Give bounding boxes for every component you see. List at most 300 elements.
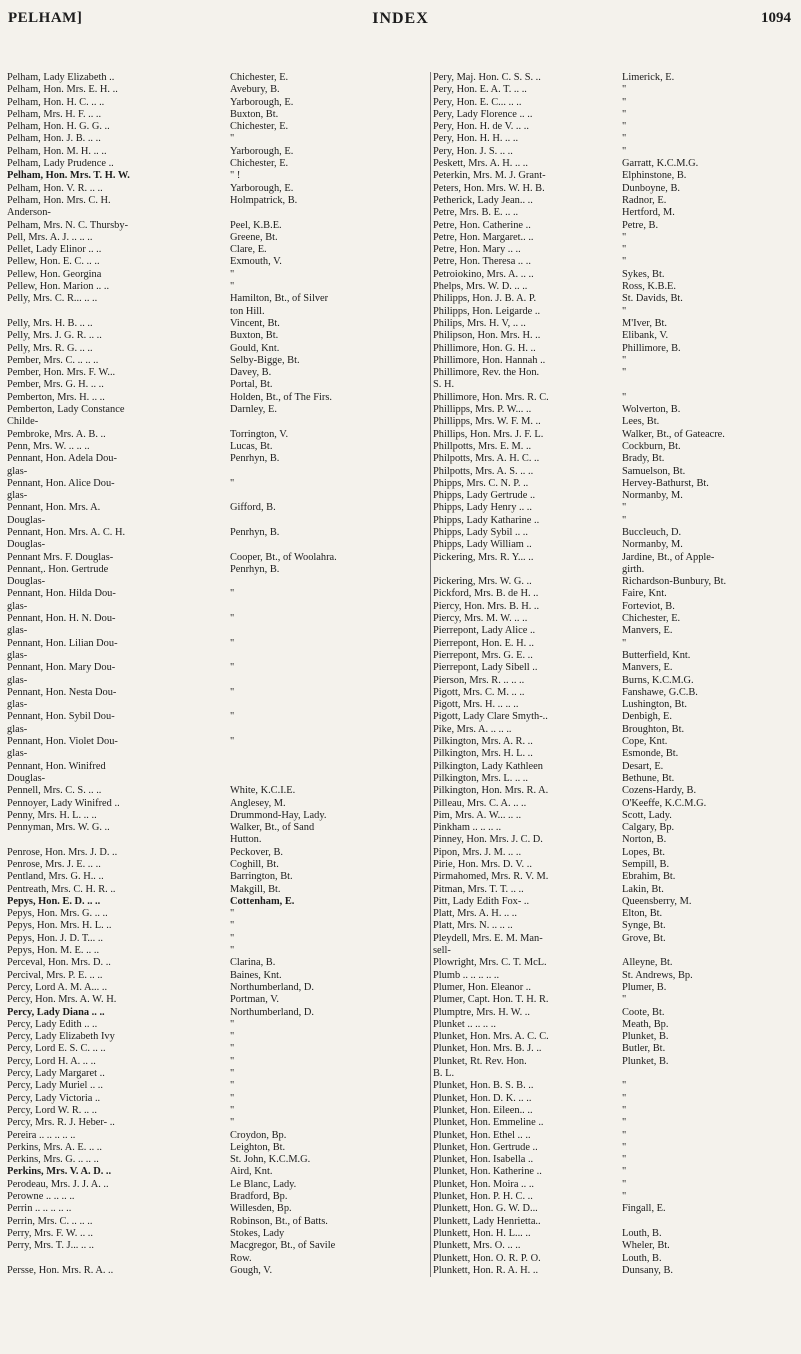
index-entry: Plunket, Hon. Mrs. A. C. C. bbox=[433, 1031, 549, 1043]
index-entry: Cozens-Hardy, B. bbox=[622, 785, 697, 797]
spacer bbox=[230, 724, 425, 736]
index-entry: Perkins, Mrs. A. E. .. .. bbox=[7, 1141, 102, 1153]
index-entry: Le Blanc, Lady. bbox=[230, 1178, 297, 1190]
index-entry: Pennant, Hon. Winifred bbox=[7, 760, 106, 772]
index-entry: Percy, Lord E. S. C. .. .. bbox=[7, 1043, 106, 1055]
index-entry: " bbox=[230, 1043, 235, 1055]
index-entry: Pilkington, Mrs. L. .. .. bbox=[433, 772, 528, 784]
index-entry: sell- bbox=[433, 945, 451, 957]
index-entry: " bbox=[230, 281, 235, 293]
index-entry: " bbox=[622, 994, 627, 1006]
index-entry: Meath, Bp. bbox=[622, 1018, 669, 1030]
index-entry: Percy, Mrs. R. J. Heber- .. bbox=[7, 1117, 115, 1129]
index-entry: Walker, Bt., of Gateacre. bbox=[622, 428, 725, 440]
spacer bbox=[230, 748, 425, 760]
index-entry: " bbox=[230, 268, 235, 280]
index-entry: Manvers, E. bbox=[622, 662, 673, 674]
spacer bbox=[7, 1253, 229, 1265]
index-entry: " bbox=[622, 84, 627, 96]
index-entry: glas- bbox=[7, 490, 28, 502]
index-entry: Pery, Hon. H. de V. .. .. bbox=[433, 121, 529, 133]
index-entry: " bbox=[622, 391, 627, 403]
index-entry: Pilleau, Mrs. C. A. .. .. bbox=[433, 797, 527, 809]
index-entry: Buxton, Bt. bbox=[230, 108, 279, 120]
index-entry: " bbox=[622, 108, 627, 120]
index-entry: Gough, V. bbox=[230, 1264, 273, 1276]
index-entry: girth. bbox=[622, 563, 645, 575]
index-entry: Philipson, Hon. Mrs. H. .. bbox=[433, 330, 541, 342]
index-entry: Philipps, Hon. Leigarde .. bbox=[433, 305, 541, 317]
index-entry: glas- bbox=[7, 674, 28, 686]
index-entry: Pennant, Hon. Violet Dou- bbox=[7, 736, 118, 748]
index-entry: " bbox=[622, 354, 627, 366]
index-entry: Pelham, Hon. Mrs. T. H. W. bbox=[7, 170, 130, 182]
index-entry: Percy, Lord W. R. .. .. bbox=[7, 1104, 97, 1116]
index-entry: Buccleuch, D. bbox=[622, 526, 682, 538]
index-entry: Northumberland, D. bbox=[230, 1006, 314, 1018]
index-entry: Vincent, Bt. bbox=[230, 317, 280, 329]
index-entry: Pelly, Mrs. R. G. .. .. bbox=[7, 342, 93, 354]
index-entry: Macgregor, Bt., of Savile bbox=[230, 1240, 336, 1252]
index-entry: Limerick, E. bbox=[622, 72, 675, 83]
index-entry: Platt, Mrs. N. .. .. .. bbox=[433, 920, 513, 932]
index-entry: B. L. bbox=[433, 1068, 455, 1080]
spacer bbox=[7, 306, 229, 318]
index-entry: Lushington, Bt. bbox=[622, 699, 687, 711]
index-entry: Lopes, Bt. bbox=[622, 846, 666, 858]
index-entry: Willesden, Bp. bbox=[230, 1203, 292, 1215]
index-entry: Yarborough, E. bbox=[230, 96, 294, 108]
index-entry: Holden, Bt., of The Firs. bbox=[230, 391, 332, 403]
index-entry: Plunkett, Hon. H. L... .. bbox=[433, 1227, 531, 1239]
index-entry: glas- bbox=[7, 465, 28, 477]
index-entry: Plunkett, Hon. O. R. P. O. bbox=[433, 1252, 541, 1264]
index-entry: Phillimore, B. bbox=[622, 342, 681, 354]
index-entry: Perodeau, Mrs. J. J. A. .. bbox=[7, 1178, 109, 1190]
index-entry: Pemberton, Mrs. H. .. .. bbox=[7, 391, 105, 403]
index-entry: Lees, Bt. bbox=[622, 416, 660, 428]
index-entry: " bbox=[622, 1092, 627, 1104]
index-entry: " bbox=[622, 244, 627, 256]
index-entry: Pim, Mrs. A. W... .. .. bbox=[433, 809, 522, 821]
index-entry: " bbox=[230, 1080, 235, 1092]
index-entry: " bbox=[622, 231, 627, 243]
index-entry: Pilkington, Mrs. H. L. .. bbox=[433, 748, 533, 760]
index-entry: Phelps, Mrs. W. D. .. .. bbox=[433, 281, 528, 293]
index-entry: " bbox=[622, 1129, 627, 1141]
spacer bbox=[622, 379, 800, 391]
index-entry: Norton, B. bbox=[622, 834, 667, 846]
index-entry: Louth, B. bbox=[622, 1227, 662, 1239]
spacer bbox=[230, 625, 425, 637]
index-entry: Petre, Hon. Margaret.. .. bbox=[433, 231, 534, 243]
index-entry: Phillimore, Hon. G. H. .. bbox=[433, 342, 536, 354]
index-entry: Penny, Mrs. H. L. .. .. bbox=[7, 809, 97, 821]
index-entry: Plunket, Rt. Rev. Hon. bbox=[433, 1055, 527, 1067]
index-entry: Pepys, Hon. J. D. T... .. bbox=[7, 932, 104, 944]
index-entry: Pelham, Hon. M. H. .. .. bbox=[7, 145, 107, 157]
index-entry: Peel, K.B.E. bbox=[230, 219, 282, 231]
index-entry: Pelham, Lady Elizabeth .. bbox=[7, 72, 115, 83]
spacer bbox=[230, 207, 425, 219]
index-entry: Plunkett, Lady Henrietta.. bbox=[433, 1215, 541, 1227]
index-entry: " bbox=[230, 686, 235, 698]
index-entry: Torrington, V. bbox=[230, 428, 289, 440]
index-entry: Leighton, Bt. bbox=[230, 1141, 286, 1153]
index-entry: Persse, Hon. Mrs. R. A. .. bbox=[7, 1264, 114, 1276]
index-entry: " bbox=[622, 96, 627, 108]
index-entry: " bbox=[230, 1117, 235, 1129]
spacer bbox=[230, 675, 425, 687]
index-entry: Plumer, Capt. Hon. T. H. R. bbox=[433, 994, 549, 1006]
spacer bbox=[230, 576, 425, 588]
index-entry: Pilkington, Mrs. A. R. .. bbox=[433, 736, 533, 748]
index-entry: " bbox=[622, 637, 627, 649]
index-entry: Jardine, Bt., of Apple- bbox=[622, 551, 715, 563]
spacer bbox=[7, 834, 229, 846]
index-entry: Pellew, Hon. E. C. .. .. bbox=[7, 256, 100, 268]
index-entry: Perowne .. .. .. .. bbox=[7, 1191, 75, 1203]
index-entry: Clarina, B. bbox=[230, 957, 276, 969]
index-entry: Pirmahomed, Mrs. R. V. M. bbox=[433, 871, 549, 883]
index-entry: Pitman, Mrs. T. T. .. .. bbox=[433, 883, 524, 895]
index-entry: Pepys, Hon. M. E. .. .. bbox=[7, 945, 100, 957]
index-entry: St. John, K.C.M.G. bbox=[230, 1154, 311, 1166]
index-entry: Richardson-Bunbury, Bt. bbox=[622, 576, 727, 588]
index-entry: Platt, Mrs. A. H. .. .. bbox=[433, 908, 517, 920]
index-entry: Pennant, Hon. Mary Dou- bbox=[7, 662, 116, 674]
index-entry: Lakin, Bt. bbox=[622, 883, 664, 895]
index-entry: Phipps, Lady William .. bbox=[433, 539, 532, 551]
index-entry: Dunboyne, B. bbox=[622, 182, 681, 194]
index-entry: " bbox=[622, 256, 627, 268]
index-entry: Plunket .. .. .. .. bbox=[433, 1018, 496, 1030]
spacer bbox=[230, 601, 425, 613]
index-entry: Pepys, Hon. Mrs. H. L. .. bbox=[7, 920, 112, 932]
index-entry: Fingall, E. bbox=[622, 1203, 666, 1215]
index-entry: Forteviot, B. bbox=[622, 600, 675, 612]
index-entry: Yarborough, E. bbox=[230, 182, 294, 194]
spacer bbox=[230, 466, 425, 478]
spacer bbox=[622, 1068, 800, 1080]
index-column-names-1 bbox=[7, 72, 229, 1277]
index-entry: Avebury, B. bbox=[230, 84, 280, 96]
index-entry: Aird, Knt. bbox=[230, 1166, 273, 1178]
index-entry: " bbox=[230, 133, 235, 145]
index-entry: " bbox=[230, 908, 235, 920]
index-entry: " bbox=[230, 1104, 235, 1116]
index-entry: Pennant, Hon. Mrs. A. bbox=[7, 502, 101, 514]
index-entry: Plunket, Hon. Mrs. B. J. .. bbox=[433, 1043, 542, 1055]
index-entry: Pery, Hon. H. H. .. .. bbox=[433, 133, 519, 145]
index-entry: " bbox=[622, 145, 627, 157]
index-entry: Percy, Lady Elizabeth Ivy bbox=[7, 1031, 115, 1043]
index-entry: Percival, Mrs. P. E. .. .. bbox=[7, 969, 103, 981]
index-entry: Pery, Hon. E. C... .. .. bbox=[433, 96, 522, 108]
index-entry: Pitt, Lady Edith Fox- .. bbox=[433, 895, 530, 907]
index-entry: Samuelson, Bt. bbox=[622, 465, 686, 477]
index-entry: Barrington, Bt. bbox=[230, 871, 293, 883]
index-entry: " bbox=[622, 1178, 627, 1190]
index-entry: Pentreath, Mrs. C. H. R. .. bbox=[7, 883, 116, 895]
index-entry: Percy, Lady Diana .. .. bbox=[7, 1006, 105, 1018]
index-entry: Croydon, Bp. bbox=[230, 1129, 287, 1141]
index-entry: Pennant, Hon. Lilian Dou- bbox=[7, 637, 118, 649]
index-entry: St. Davids, Bt. bbox=[622, 293, 683, 305]
index-entry: Douglas- bbox=[7, 514, 46, 526]
index-entry: Elton, Bt. bbox=[622, 908, 663, 920]
index-entry: Pennant, Hon. Alice Dou- bbox=[7, 477, 115, 489]
index-entry: Plunket, Hon. Eileen.. .. bbox=[433, 1104, 533, 1116]
index-entry: Esmonde, Bt. bbox=[622, 748, 679, 760]
index-entry: Pelham, Mrs. H. F. .. .. bbox=[7, 108, 102, 120]
spacer bbox=[433, 564, 621, 576]
index-entry: Radnor, E. bbox=[622, 194, 667, 206]
index-entry: Pentland, Mrs. G. H.. .. bbox=[7, 871, 104, 883]
index-entry: Pigott, Mrs. C. M. .. .. bbox=[433, 686, 525, 698]
index-entry: Pennell, Mrs. C. S. .. .. bbox=[7, 785, 102, 797]
index-entry: Wheler, Bt. bbox=[622, 1240, 670, 1252]
index-entry: ton Hill. bbox=[230, 305, 265, 317]
index-entry: Pennant, Hon. Hilda Dou- bbox=[7, 588, 116, 600]
index-entry: Faire, Knt. bbox=[622, 588, 667, 600]
index-entry: Coghill, Bt. bbox=[230, 859, 279, 870]
index-entry: Plunket, Hon. D. K. .. .. bbox=[433, 1092, 532, 1104]
index-entry: Plunkett, Hon. G. W. D... bbox=[433, 1203, 538, 1215]
index-entry: Perkins, Mrs. G. .. .. .. bbox=[7, 1154, 99, 1166]
index-entry: Pickering, Mrs. W. G. .. bbox=[433, 576, 532, 588]
index-entry: Pilkington, Lady Kathleen bbox=[433, 760, 543, 772]
index-entry: Philipps, Hon. J. B. A. P. bbox=[433, 293, 537, 305]
index-entry: Pembroke, Mrs. A. B. .. bbox=[7, 428, 106, 440]
index-entry: Plumb .. .. .. .. .. bbox=[433, 969, 500, 981]
index-entry: Denbigh, E. bbox=[622, 711, 672, 723]
index-entry: " bbox=[622, 1154, 627, 1166]
index-entry: Yarborough, E. bbox=[230, 145, 294, 157]
index-entry: Chichester, E. bbox=[230, 72, 289, 83]
index-entry: " bbox=[230, 1068, 235, 1080]
index-entry: M'Iver, Bt. bbox=[622, 317, 668, 329]
index-entry: Petroiokino, Mrs. A. .. .. bbox=[433, 268, 534, 280]
index-entry: Pike, Mrs. A. .. .. .. bbox=[433, 723, 512, 735]
index-entry: Penn, Mrs. W. .. .. .. bbox=[7, 440, 90, 452]
index-entry: Elibank, V. bbox=[622, 330, 669, 342]
index-entry: Alleyne, Bt. bbox=[622, 957, 673, 969]
index-entry: Pemberton, Lady Constance bbox=[7, 404, 125, 416]
index-entry: Plunket, Hon. P. H. C. .. bbox=[433, 1191, 533, 1203]
spacer bbox=[230, 515, 425, 527]
index-entry: " bbox=[230, 1092, 235, 1104]
index-entry: " bbox=[622, 305, 627, 317]
index-entry: Pennant, Hon. Mrs. A. C. H. bbox=[7, 526, 126, 538]
index-entry: Pierrepont, Hon. E. H. .. bbox=[433, 637, 535, 649]
index-entry: Penrose, Mrs. J. E. .. .. bbox=[7, 859, 101, 870]
index-entry: Childe- bbox=[7, 416, 39, 428]
index-entry: " bbox=[230, 637, 235, 649]
index-entry: Phipps, Mrs. C. N. P. .. bbox=[433, 477, 529, 489]
index-entry: Douglas- bbox=[7, 772, 46, 784]
index-entry: " bbox=[622, 121, 627, 133]
header-title: INDEX bbox=[372, 10, 429, 27]
index-entry: Pember, Mrs. C. .. .. .. bbox=[7, 354, 99, 366]
index-entry: Peskett, Mrs. A. H. .. .. bbox=[433, 158, 528, 170]
index-entry: Pepys, Hon. E. D. .. .. bbox=[7, 895, 101, 907]
index-entry: Pelham, Hon. H. C. .. .. bbox=[7, 96, 105, 108]
index-entry: Calgary, Bp. bbox=[622, 822, 675, 834]
index-entry: Coote, Bt. bbox=[622, 1006, 665, 1018]
index-entry: S. H. bbox=[433, 379, 455, 391]
index-entry: Phipps, Lady Katharine .. bbox=[433, 514, 540, 526]
index-entry: Ebrahim, Bt. bbox=[622, 871, 676, 883]
spacer bbox=[230, 650, 425, 662]
index-entry: Hertford, M. bbox=[622, 207, 675, 219]
index-entry: Gifford, B. bbox=[230, 502, 276, 514]
index-entry: Plowright, Mrs. C. T. McL. bbox=[433, 957, 547, 969]
spacer bbox=[622, 1216, 800, 1228]
spacer bbox=[622, 945, 800, 957]
index-entry: Manvers, E. bbox=[622, 625, 673, 637]
index-entry: Pepys, Hon. Mrs. G. .. .. bbox=[7, 908, 108, 920]
index-entry: Phillips, Hon. Mrs. J. F. L. bbox=[433, 428, 544, 440]
index-entry: Pierrepont, Lady Alice .. bbox=[433, 625, 536, 637]
index-entry: Percy, Hon. Mrs. A. W. H. bbox=[7, 994, 117, 1006]
index-entry: Pennant,. Hon. Gertrude bbox=[7, 563, 109, 575]
index-entry: Buxton, Bt. bbox=[230, 330, 279, 342]
page-number: 1094 bbox=[761, 10, 791, 26]
index-entry: Pelham, Hon. Mrs. C. H. bbox=[7, 194, 111, 206]
index-entry: Grove, Bt. bbox=[622, 932, 666, 944]
index-entry: Pellet, Lady Elinor .. .. bbox=[7, 244, 102, 256]
index-entry: Plunkett, Mrs. O. .. .. bbox=[433, 1240, 521, 1252]
index-entry: glas- bbox=[7, 699, 28, 711]
index-entry: Pinkham .. .. .. .. bbox=[433, 822, 502, 834]
index-entry: " bbox=[230, 613, 235, 625]
index-entry: Pickering, Mrs. R. Y... .. bbox=[433, 551, 534, 563]
index-entry: Percy, Lord H. A. .. .. bbox=[7, 1055, 96, 1067]
index-entry: Plunket, B. bbox=[622, 1055, 669, 1067]
index-entry: Fanshawe, G.C.B. bbox=[622, 686, 698, 698]
index-entry: " bbox=[622, 1080, 627, 1092]
index-entry: Douglas- bbox=[7, 539, 46, 551]
index-entry: Perceval, Hon. Mrs. D. .. bbox=[7, 957, 111, 969]
index-entry: Plunket, Hon. Isabella .. bbox=[433, 1154, 534, 1166]
index-entry: Philpotts, Mrs. A. S. .. .. bbox=[433, 465, 534, 477]
index-entry: " ! bbox=[230, 170, 241, 182]
index-entry: Selby-Bigge, Bt. bbox=[230, 354, 300, 366]
index-entry: Plunket, Hon. Gertrude .. bbox=[433, 1141, 538, 1153]
index-entry: Exmouth, V. bbox=[230, 256, 282, 268]
index-entry: Plunket, Hon. Emmeline .. bbox=[433, 1117, 544, 1129]
index-entry: Pery, Maj. Hon. C. S. S. .. bbox=[433, 72, 541, 83]
index-entry: Butler, Bt. bbox=[622, 1043, 666, 1055]
index-entry: Plunket, B. bbox=[622, 1031, 669, 1043]
index-entry: " bbox=[230, 1018, 235, 1030]
index-entry: Pierrepont, Mrs. G. E. .. bbox=[433, 649, 533, 661]
index-entry: Petre, Hon. Theresa .. .. bbox=[433, 256, 531, 268]
index-entry: Cockburn, Bt. bbox=[622, 440, 681, 452]
index-entry: Pellew, Hon. Georgina bbox=[7, 268, 102, 280]
index-entry: Piercy, Mrs. M. W. .. .. bbox=[433, 613, 528, 625]
index-entry: Pigott, Lady Clare Smyth-.. bbox=[433, 711, 548, 723]
index-entry: Portal, Bt. bbox=[230, 379, 273, 391]
index-entry: Percy, Lady Margaret .. bbox=[7, 1068, 105, 1080]
index-entry: Pelham, Mrs. N. C. Thursby- bbox=[7, 219, 129, 231]
spacer bbox=[230, 490, 425, 502]
index-entry: Desart, E. bbox=[622, 760, 664, 772]
index-entry: Plunket, Hon. B. S. B. .. bbox=[433, 1080, 534, 1092]
index-entry: Butterfield, Knt. bbox=[622, 649, 691, 661]
index-entry: glas- bbox=[7, 625, 28, 637]
index-entry: Pery, Hon. E. A. T. .. .. bbox=[433, 84, 527, 96]
index-entry: Pierrepont, Lady Sibell .. bbox=[433, 662, 538, 674]
index-entry: Gould, Knt. bbox=[230, 342, 280, 354]
index-entry: Clare, E. bbox=[230, 244, 267, 256]
index-entry: Percy, Lady Muriel .. .. bbox=[7, 1080, 103, 1092]
index-entry: Phillimore, Hon. Mrs. R. C. bbox=[433, 391, 549, 403]
index-entry: Pell, Mrs. A. J. .. .. .. bbox=[7, 231, 93, 243]
index-entry: Phipps, Lady Sybil .. .. bbox=[433, 526, 528, 538]
index-entry: glas- bbox=[7, 723, 28, 735]
index-entry: Dunsany, B. bbox=[622, 1264, 673, 1276]
index-column-refs-2 bbox=[622, 72, 800, 1277]
index-entry: Chichester, E. bbox=[622, 613, 681, 625]
index-entry: Pickford, Mrs. B. de H. .. bbox=[433, 588, 539, 600]
index-entry: " bbox=[230, 920, 235, 932]
index-entry: Broughton, Bt. bbox=[622, 723, 685, 735]
index-entry: Greene, Bt. bbox=[230, 231, 278, 243]
index-entry: Plunket, Hon. Ethel .. .. bbox=[433, 1129, 531, 1141]
index-entry: Peckover, B. bbox=[230, 846, 283, 858]
index-entry: Pelham, Hon. H. G. G. .. bbox=[7, 121, 110, 133]
index-entry: Pelly, Mrs. C. R... .. .. bbox=[7, 293, 98, 305]
index-entry: Plumer, B. bbox=[622, 981, 667, 993]
spacer bbox=[230, 761, 425, 773]
index-entry: Pery, Hon. J. S. .. .. bbox=[433, 145, 513, 157]
index-entry: Petre, Hon. Mary .. .. bbox=[433, 244, 521, 256]
index-entry: Peterkin, Mrs. M. J. Grant- bbox=[433, 170, 546, 182]
index-entry: " bbox=[230, 1055, 235, 1067]
index-entry: Holmpatrick, B. bbox=[230, 194, 298, 206]
spacer bbox=[230, 539, 425, 551]
index-entry: Phipps, Lady Gertrude .. bbox=[433, 490, 536, 502]
index-entry: Robinson, Bt., of Batts. bbox=[230, 1215, 328, 1227]
index-entry: " bbox=[230, 1031, 235, 1043]
index-entry: Pember, Mrs. G. H. .. .. bbox=[7, 379, 104, 391]
index-entry: Perry, Mrs. F. W. .. .. bbox=[7, 1227, 93, 1239]
index-entry: " bbox=[622, 367, 627, 379]
index-entry: Pelham, Lady Prudence .. bbox=[7, 158, 114, 170]
index-entry: Plunket, Hon. Katherine .. bbox=[433, 1166, 542, 1178]
index-entry: Phillipps, Mrs. P. W... .. bbox=[433, 404, 532, 416]
index-entry: Makgill, Bt. bbox=[230, 883, 281, 895]
index-entry: Penrhyn, B. bbox=[230, 526, 280, 538]
index-entry: Percy, Lady Edith .. .. bbox=[7, 1018, 98, 1030]
index-entry: Lucas, Bt. bbox=[230, 440, 273, 452]
page-header bbox=[0, 10, 801, 36]
index-entry: Garratt, K.C.M.G. bbox=[622, 158, 699, 170]
index-entry: Percy, Lord A. M. A... .. bbox=[7, 981, 108, 993]
index-entry: Penrhyn, B. bbox=[230, 453, 280, 465]
index-entry: Pierson, Mrs. R. .. .. .. bbox=[433, 674, 525, 686]
index-entry: Wolverton, B. bbox=[622, 404, 681, 416]
index-entry: " bbox=[622, 1104, 627, 1116]
index-entry: Walker, Bt., of Sand bbox=[230, 822, 315, 834]
index-entry: Pereira .. .. .. .. .. bbox=[7, 1129, 76, 1141]
index-entry: Pelham, Hon. Mrs. E. H. .. bbox=[7, 84, 118, 96]
index-entry: Anderson- bbox=[7, 207, 51, 219]
index-entry: Pinney, Hon. Mrs. J. C. D. bbox=[433, 834, 543, 846]
index-entry: Pember, Hon. Mrs. F. W... bbox=[7, 367, 116, 379]
